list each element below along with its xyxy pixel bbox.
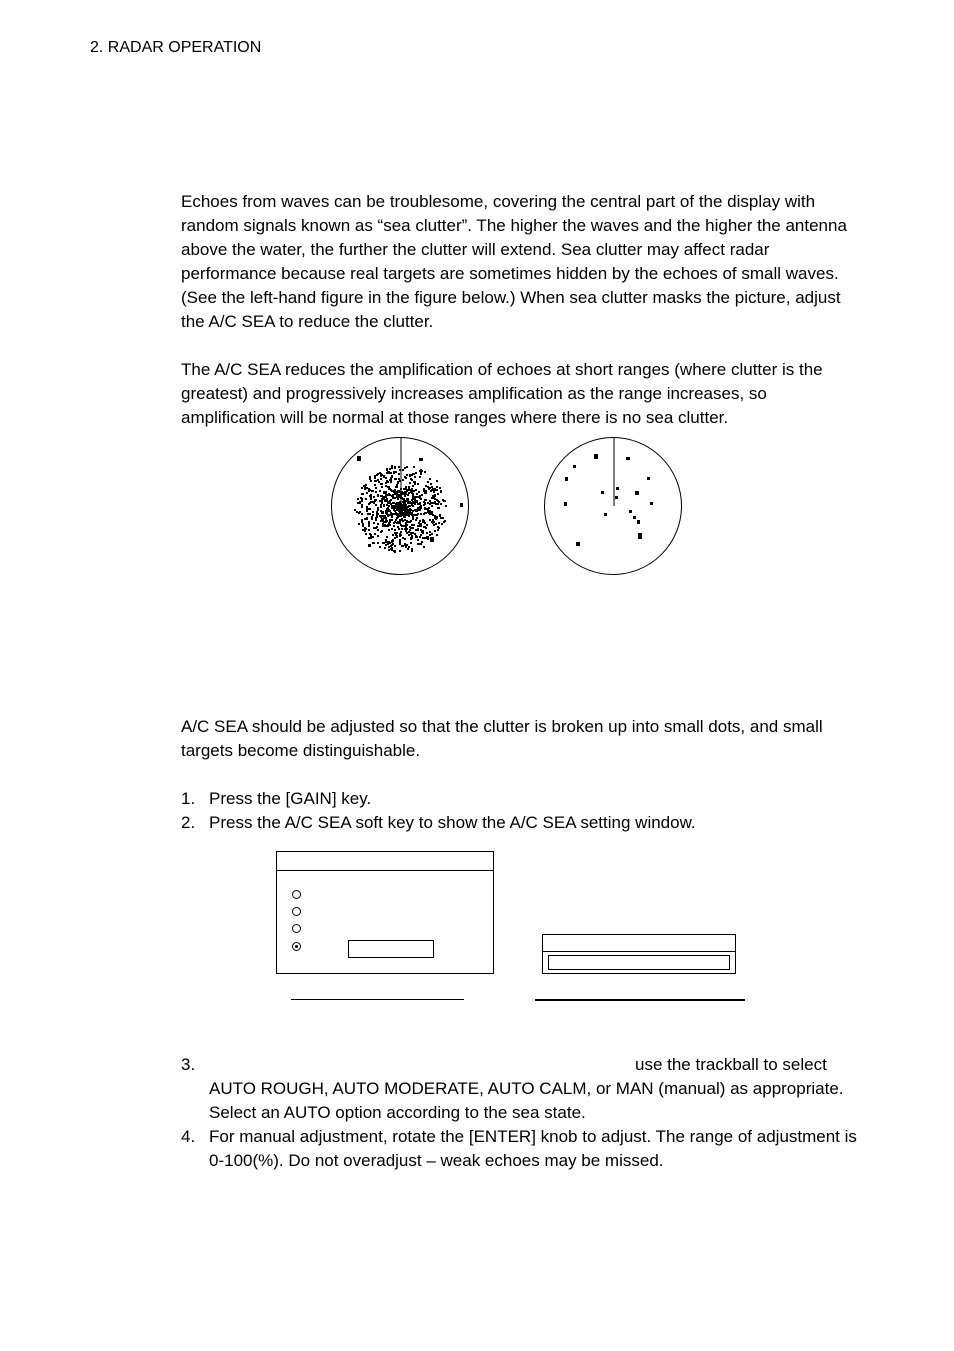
- adjust-hint: A/C SEA should be adjusted so that the clutter is broken up into small dots, and small targets become distinguishable.: [181, 717, 823, 760]
- scope-after-ac-sea: [545, 438, 682, 575]
- step-text: use the trackball to select AUTO ROUGH, AUTO MODERATE, AUTO CALM, or MAN (manual) as appropriate. Select an AUTO option according to the sea state.: [209, 1055, 844, 1122]
- step-number: 3.: [181, 1055, 196, 1074]
- manual-value-box: [348, 940, 434, 958]
- step-3: [181, 1053, 861, 1125]
- level-window-title-bar: [543, 935, 735, 952]
- step-number: 2.: [181, 813, 196, 832]
- step-4: [181, 1125, 861, 1173]
- ac-sea-setting-window: [276, 851, 494, 974]
- step-1: [181, 787, 861, 811]
- step-2: [181, 811, 861, 835]
- option-radio-manual[interactable]: [292, 942, 301, 951]
- radar-scope-figure: [320, 430, 692, 580]
- window-title-bar: [277, 852, 493, 871]
- step-text: Press the A/C SEA soft key to show the A/C SEA setting window.: [209, 813, 696, 832]
- level-bar: [548, 955, 730, 970]
- target-echoes-right: [564, 454, 653, 546]
- scope-with-clutter: [332, 438, 469, 575]
- page-header: 2. RADAR OPERATION: [90, 39, 262, 56]
- step-number: 4.: [181, 1127, 196, 1146]
- step-text: Press the [GAIN] key.: [209, 789, 372, 808]
- ac-sea-level-window: [542, 934, 736, 974]
- option-radio-auto-calm[interactable]: [292, 924, 301, 933]
- caption-rule-right: [535, 999, 745, 1001]
- option-radio-auto-moderate[interactable]: [292, 907, 301, 916]
- caption-rule-left: [291, 999, 464, 1000]
- step-text: For manual adjustment, rotate the [ENTER] knob to adjust. The range of adjustment is 0-100(%). Do not overadjust – weak echoes may be missed.: [209, 1127, 857, 1170]
- option-radio-auto-rough[interactable]: [292, 890, 301, 899]
- step-number: 1.: [181, 789, 196, 808]
- procedure-steps-3-4: [181, 1053, 861, 1173]
- procedure-steps-1-2: [181, 787, 861, 835]
- sea-clutter-intro: Echoes from waves can be troublesome, covering the central part of the display with random signals known as “sea clutter”. The higher the waves and the higher the antenna above the water, the further the clutter will extend. Sea clutter may affect radar performance because real targets are sometimes hidden by the echoes of small waves. (See the left-hand figure in the figure below.) When sea clutter masks the picture, adjust the A/C SEA to reduce the clutter.: [181, 192, 847, 331]
- ac-sea-explained: The A/C SEA reduces the amplification of echoes at short ranges (where clutter is the greatest) and progressively increases amplification as the range increases, so amplification will be normal at those ranges where there is no sea clutter.: [181, 360, 823, 427]
